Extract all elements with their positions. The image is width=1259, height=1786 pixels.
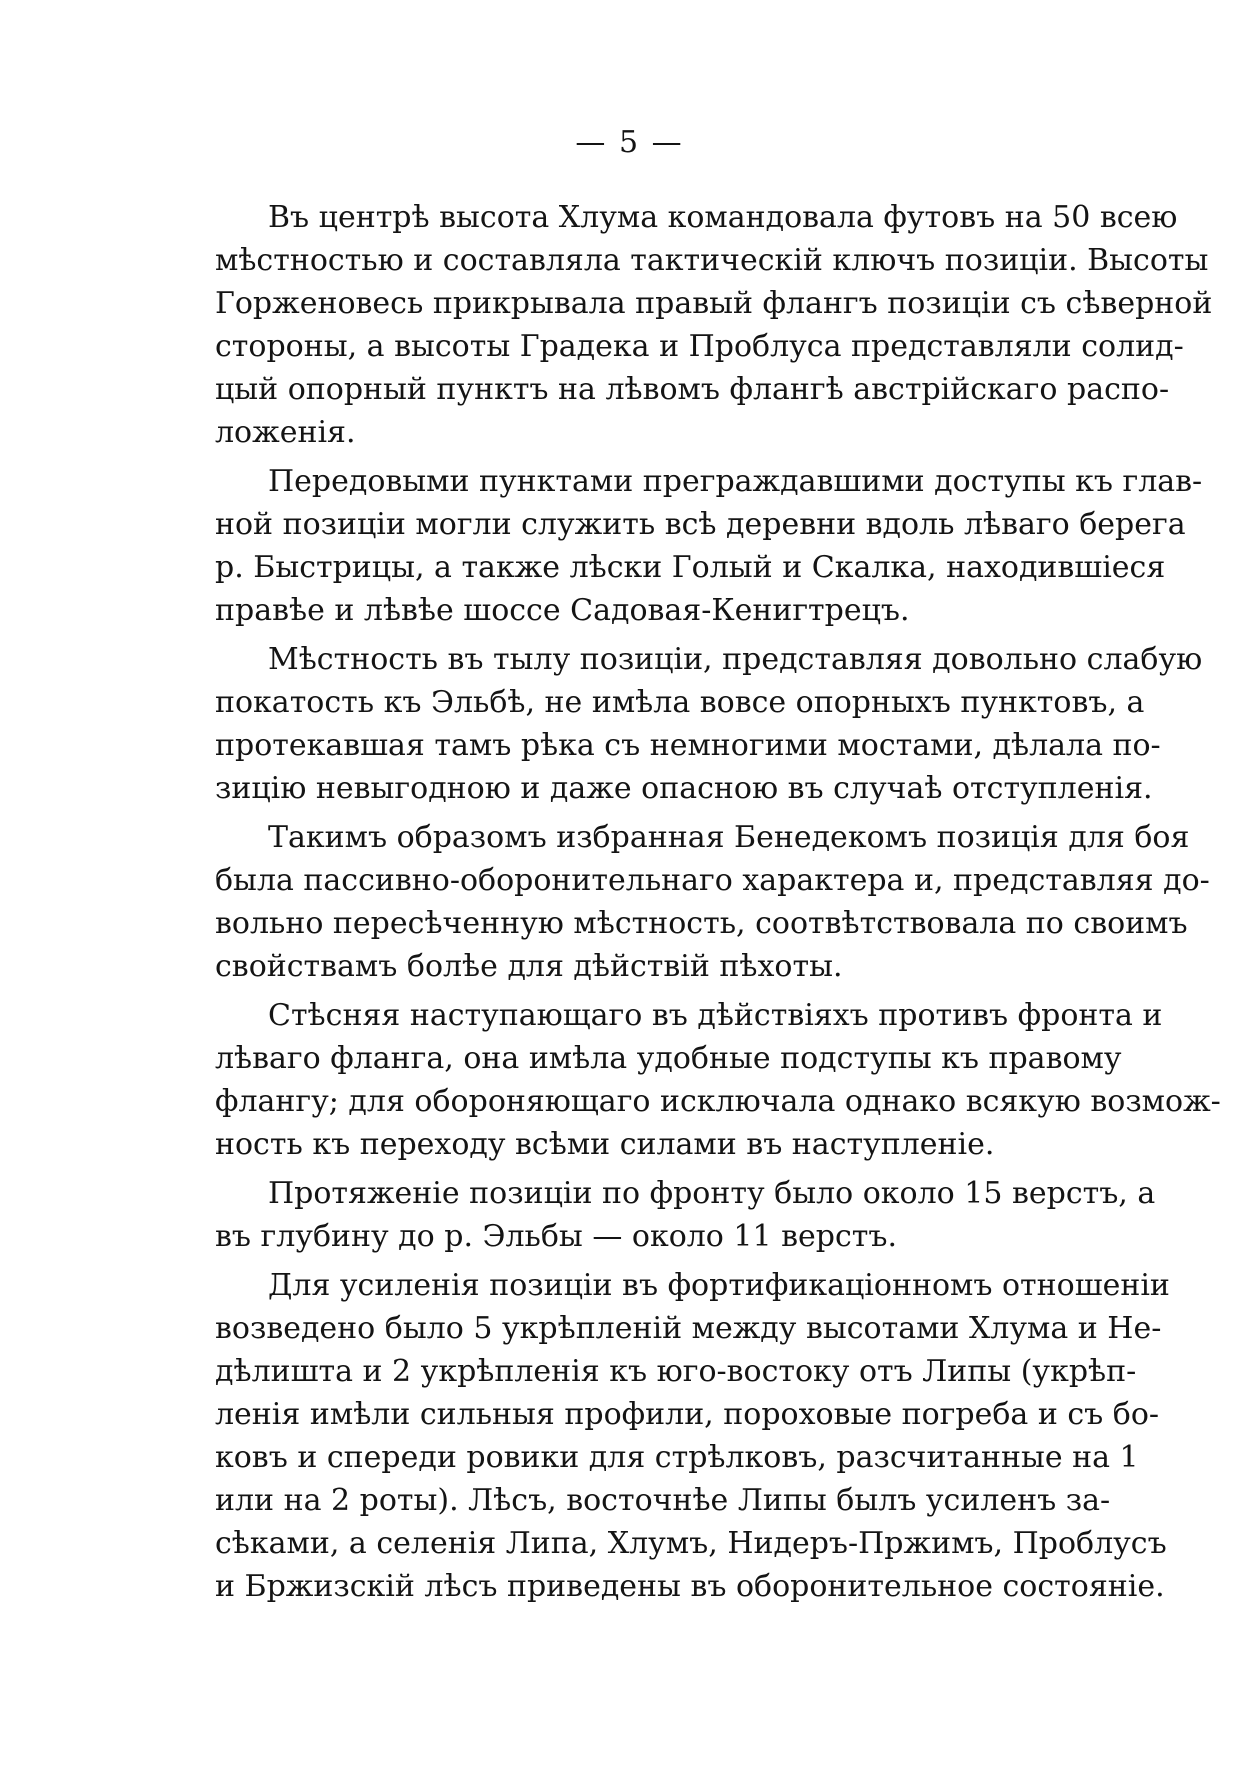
text-line: р. Быстрицы, а также лѣски Голый и Скалка, находившiеся: [215, 550, 1166, 585]
text-line: стороны, а высоты Градека и Проблуса представляли солид-: [215, 329, 1184, 364]
text-line: цый опорный пунктъ на лѣвомъ флангѣ австрiйскаго распо-: [215, 372, 1170, 407]
text-line: ленiя имѣли сильныя профили, пороховые погреба и съ бо-: [215, 1397, 1160, 1432]
text-line: ковъ и спереди ровики для стрѣлковъ, разсчитанные на 1: [215, 1440, 1139, 1475]
paragraph: [215, 816, 1210, 988]
paragraph: [215, 638, 1203, 810]
text-line: Стѣсняя наступающаго въ дѣйствiяхъ противъ фронта и: [268, 998, 1163, 1033]
text-line: Въ центрѣ высота Хлума командовала футовъ на 50 всею: [268, 200, 1178, 235]
text-column: [215, 196, 1221, 1614]
text-line: возведено было 5 укрѣпленiй между высотами Хлума и Не-: [215, 1311, 1162, 1346]
text-line: и Бржизскiй лѣсъ приведены въ оборонительное состоянiе.: [215, 1569, 1165, 1604]
text-line: свойствамъ болѣе для дѣйствiй пѣхоты.: [215, 949, 843, 984]
text-line: Протяженiе позицiи по фронту было около 15 верстъ, а: [268, 1176, 1156, 1211]
text-line: правѣе и лѣвѣе шоссе Садовая-Кенигтрецъ.: [215, 593, 910, 628]
text-line: ной позицiи могли служить всѣ деревни вдоль лѣваго берега: [215, 507, 1186, 542]
text-line: зицiю невыгодною и даже опасною въ случаѣ отступленiя.: [215, 771, 1153, 806]
paragraph: [215, 196, 1213, 454]
paragraph: [215, 1172, 1156, 1258]
page-number: — 5 —: [575, 125, 684, 160]
text-line: или на 2 роты). Лѣсъ, восточнѣе Липы былъ усиленъ за-: [215, 1483, 1111, 1518]
text-line: Мѣстность въ тылу позицiи, представляя довольно слабую: [268, 642, 1203, 677]
text-line: Передовыми пунктами преграждавшими доступы къ глав-: [268, 464, 1203, 499]
paragraph: [215, 1264, 1170, 1608]
text-line: ложенiя.: [215, 415, 356, 450]
text-line: мѣстностью и составляла тактическiй ключъ позицiи. Высоты: [215, 243, 1209, 278]
text-line: протекавшая тамъ рѣка съ немногими мостами, дѣлала по-: [215, 728, 1161, 763]
text-line: Для усиленiя позицiи въ фортификацiонномъ отношенiи: [268, 1268, 1170, 1303]
text-line: Горженовесь прикрывала правый флангъ позицiи съ сѣверной: [215, 286, 1213, 321]
text-line: сѣками, а селенiя Липа, Хлумъ, Нидеръ-Пржимъ, Проблусъ: [215, 1526, 1167, 1561]
text-line: дѣлишта и 2 укрѣпленiя къ юго-востоку отъ Липы (укрѣп-: [215, 1354, 1137, 1389]
text-line: Такимъ образомъ избранная Бенедекомъ позицiя для боя: [268, 820, 1190, 855]
text-line: вольно пересѣченную мѣстность, соотвѣтствовала по своимъ: [215, 906, 1188, 941]
text-line: покатость къ Эльбѣ, не имѣла вовсе опорныхъ пунктовъ, а: [215, 685, 1145, 720]
paragraph: [215, 994, 1221, 1166]
text-line: была пассивно-оборонительнаго характера и, представляя до-: [215, 863, 1210, 898]
text-line: флангу; для обороняющаго исключала однако всякую возмож-: [215, 1084, 1221, 1119]
paragraph: [215, 460, 1203, 632]
text-line: ность къ переходу всѣми силами въ наступленiе.: [215, 1127, 995, 1162]
text-line: въ глубину до р. Эльбы — около 11 верстъ.: [215, 1219, 897, 1254]
text-line: лѣваго фланга, она имѣла удобные подступы къ правому: [215, 1041, 1122, 1076]
